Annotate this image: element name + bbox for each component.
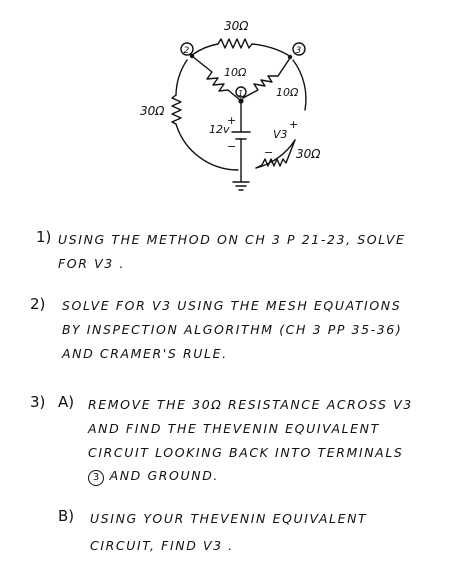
circuit-diagram — [0, 0, 474, 200]
problem-3b-line-1: USING YOUR THEVENIN EQUIVALENT — [90, 511, 368, 526]
label-source-value: 12v — [209, 123, 230, 136]
node-dot — [288, 55, 292, 59]
problem-3b-line-2: CIRCUIT, FIND V3 . — [90, 538, 234, 553]
problem-3a-line-4 — [88, 468, 219, 486]
label-r-top: 30Ω — [224, 19, 249, 33]
node-dot — [238, 98, 243, 103]
label-r-bottom-right: 30Ω — [296, 147, 321, 161]
problem-3a-line-3: CIRCUIT LOOKING BACK INTO TERMINALS — [88, 445, 404, 460]
label-source-plus: + — [227, 114, 237, 127]
problem-1-number: 1) — [36, 228, 52, 246]
problem-1-line-1: USING THE METHOD ON CH 3 P 21-23, SOLVE — [58, 232, 406, 247]
label-r-left: 30Ω — [140, 104, 165, 118]
label-v3: V3 — [273, 128, 288, 141]
label-source-minus: − — [227, 140, 237, 153]
problem-3a-line-2: AND FIND THE THEVENIN EQUIVALENT — [88, 421, 380, 436]
label-r-center-right: 10Ω — [276, 86, 299, 99]
label-node-1: 1 — [238, 89, 244, 98]
label-r-center-left: 10Ω — [224, 66, 247, 79]
problem-1-line-2: FOR V3 . — [58, 256, 125, 271]
problem-2-line-3: AND CRAMER'S RULE. — [62, 346, 228, 361]
problem-3a-line-1: REMOVE THE 30Ω RESISTANCE ACROSS V3 — [88, 397, 413, 412]
resistor-bottom-right — [256, 140, 295, 168]
problem-2-number: 2) — [30, 295, 46, 313]
node-dot — [190, 54, 194, 58]
problem-3a-line-4-text: AND GROUND. — [109, 468, 219, 483]
resistor-top — [192, 39, 288, 55]
label-node-3: 3 — [295, 46, 302, 56]
problem-2-line-1: SOLVE FOR V3 USING THE MESH EQUATIONS — [62, 298, 402, 313]
label-node-2: 2 — [183, 46, 190, 56]
label-v3-plus: + — [289, 118, 299, 131]
label-v3-minus: − — [264, 146, 274, 159]
loop-wire — [293, 60, 306, 110]
problem-3-number: 3) — [30, 393, 46, 411]
problem-3b-letter: B) — [58, 507, 75, 525]
node-3-circle: 3 — [88, 470, 104, 486]
problem-3a-letter: A) — [58, 393, 75, 411]
loop-wire — [176, 60, 187, 95]
problem-2-line-2: BY INSPECTION ALGORITHM (CH 3 PP 35-36) — [62, 322, 403, 337]
resistor-left — [172, 95, 181, 124]
